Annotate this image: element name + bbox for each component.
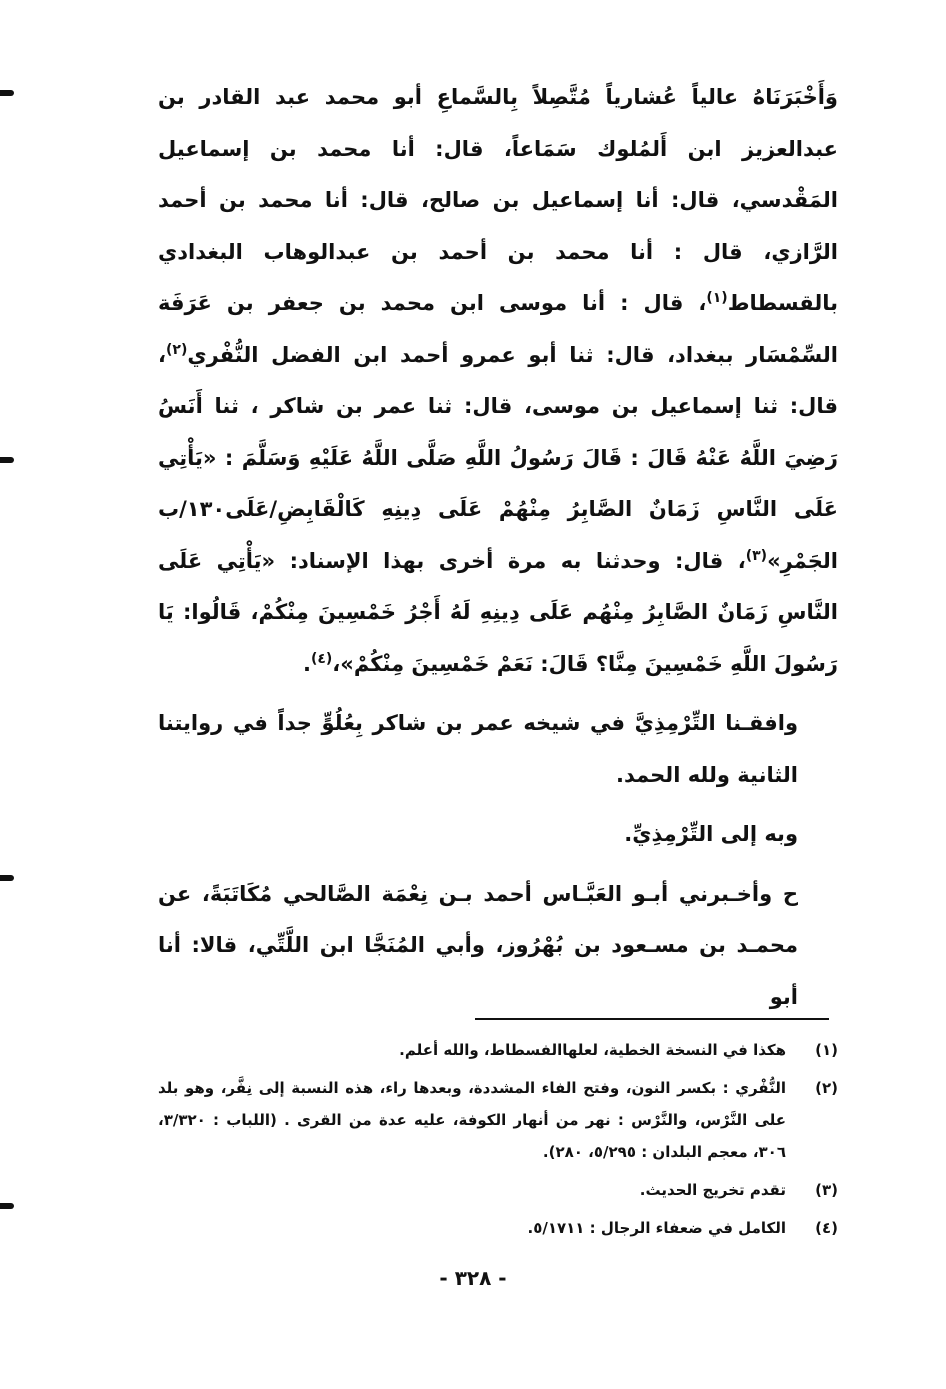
footnote-ref: (٤) [310,650,333,667]
paragraph-isnad-second: ح وأخـبرني أبـو العَبَّـاس أحمد بـن نِعْمَة الصَّالحي مُكَاتَبَةً، عن محمـد بن مسـعود بن بُهْرُوز، وأبي المُنَجَّا ابن اللَّتِّي، قالا: أنا أبو [158,881,798,1009]
scan-edge-mark [0,875,14,881]
footnote [158,1212,838,1244]
main-text [158,72,838,1023]
scan-edge-mark [0,90,14,96]
scan-edge-mark [0,1203,14,1209]
footnote-separator [475,1018,829,1020]
footnotes [158,1034,838,1250]
footnote-text: تقدم تخريج الحديث. [639,1181,786,1199]
paragraph-text: ، قال : أنا موسى ابن محمد بن جعفر بن عَرَفَة السِّمْسَار ببغداد، قال: ثنا أبو عمرو أحمد ابن الفضل النُّفْري [158,291,838,367]
footnote-number: (٢) [815,1079,838,1097]
footnote-number: (٤) [815,1219,838,1237]
footnote-number: (١) [815,1041,838,1059]
footnote [158,1174,838,1206]
paragraph-text: وَأَخْبَرَنَاهُ عالياً عُشارياً مُتَّصِلاً بِالسَّماعِ أبو محمد عبد القادر بن عبدالعزيز ابن أَلمُلوك سَمَاعاً، قال: أنا محمد بن إسماعيل المَقْدسي، قال: أنا إسماعيل بن صالح، قال: أنا محمد بن أحمد الرَّازي، قال : أنا محمد بن أحمد بن عبدالوهاب البغدادي بالقسطاط [158,85,838,315]
paragraph-agreement: وافقـنا التِّرْمِذِيَّ في شيخه عمر بن شاكر بِعُلُوٍّ جداً في روايتنا الثانية ولله الحمد. [158,711,798,787]
paragraph-text: ، قال: ثنا إسماعيل بن موسى، قال: ثنا عمر بن شاكر ، ثنا أَنَسُ رَضِيَ اللَّهُ عَنْهُ قَالَ : قَالَ رَسُولُ اللَّهِ صَلَّى اللَّهُ عَلَيْهِ وَسَلَّمَ : «يَأْتِي عَلَى النَّاسِ زَمَانٌ الصَّابِرُ مِنْهُمْ عَلَى دِينِهِ كَالْقَابِضِ/عَلَى١٣٠/ب الجَمْرِ» [158,342,838,573]
footnote-text: الكامل في ضعفاء الرجال : ٥/١٧١١. [527,1219,786,1237]
footnote-ref: (١) [706,290,728,306]
footnote-ref: (٢) [165,341,188,358]
footnote-text: هكذا في النسخة الخطية، لعلهاالفسطاط، والله أعلم. [399,1041,786,1059]
paragraph-chain: وبه إلى التِّرْمِذِيِّ. [624,822,798,846]
paragraph-text: . [302,651,311,676]
page-number: - ٣٢٨ - [439,1266,507,1290]
footnote [158,1072,838,1168]
scan-edge-mark [0,457,14,463]
footnote-ref: (٣) [745,547,768,564]
footnote-number: (٣) [815,1181,838,1199]
footnote [158,1034,838,1066]
paragraph-text: ، قال: وحدثنا به مرة أخرى بهذا الإسناد: «يَأْتِي عَلَى النَّاسِ زَمَانٌ الصَّابِرُ مِنْهُم عَلَى دِينِهِ لَهُ أَجْرُ خَمْسِينَ مِنْكُمْ، قَالُوا: يَا رَسُولَ اللَّهِ خَمْسِينَ مِنَّا؟ قَالَ: نَعَمْ خَمْسِينَ مِنْكُمْ»، [158,548,838,676]
footnote-text: النُّفْري : بكسر النون، وفتح الفاء المشددة، وبعدها راء، هذه النسبة إلى نِفَّر، وهو بلد على النَّرْس، والنَّرْس : نهر من أنهار الكوفة، عليه عدة من القرى . (اللباب : ٣/٣٢٠، ٣٠٦، معجم البلدان : ٥/٢٩٥، ٢٨٠). [158,1079,786,1161]
paragraph-isnad [158,72,838,690]
